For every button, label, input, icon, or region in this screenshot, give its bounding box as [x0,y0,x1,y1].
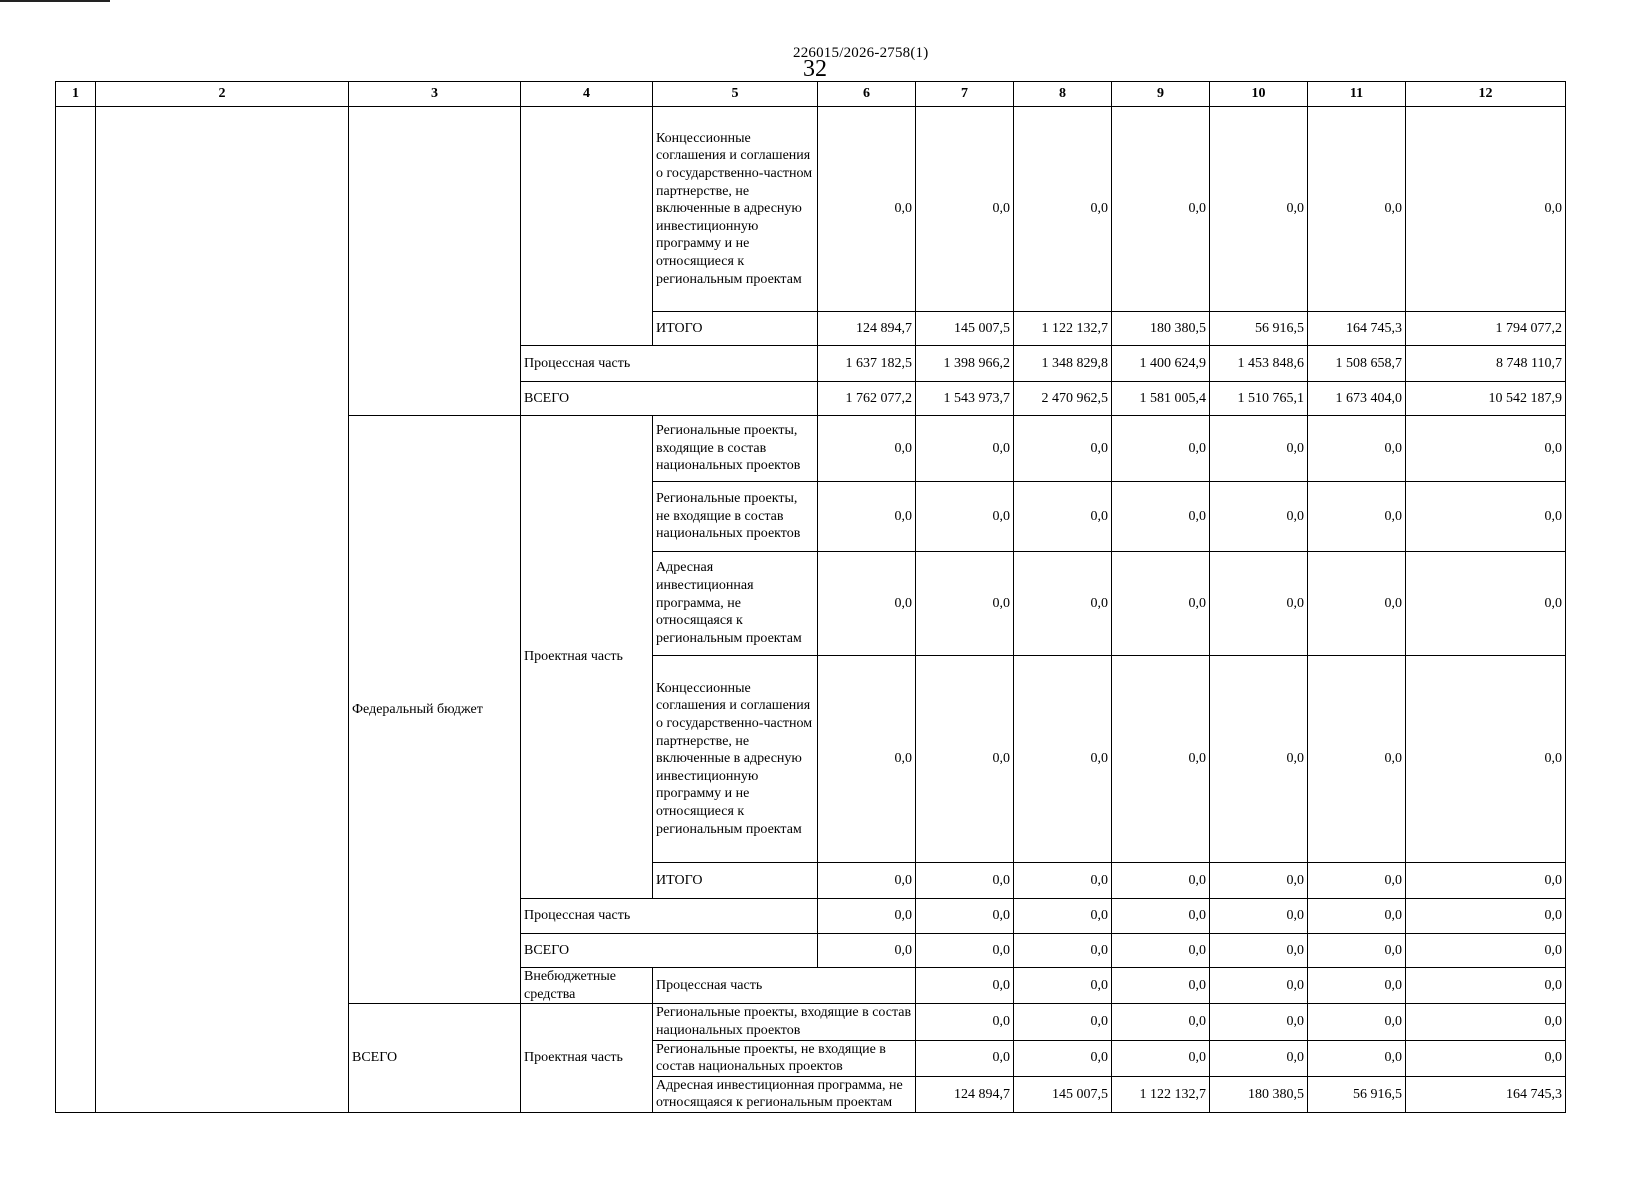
value-cell: 0,0 [916,934,1014,968]
value-cell: 0,0 [1014,107,1112,312]
value-cell: 0,0 [916,656,1014,863]
value-cell: 0,0 [818,656,916,863]
row-label-process: Процессная часть [653,968,916,1004]
scan-edge-line [0,0,110,2]
value-cell: 0,0 [916,1040,1014,1076]
row-label-reg-out: Региональные проекты, не входящие в состав национальных проектов [653,482,818,552]
value-cell: 0,0 [1014,863,1112,899]
row-label-reg-in: Региональные проекты, входящие в состав национальных проектов [653,416,818,482]
row-label-project-part: Проектная часть [521,416,653,899]
value-cell: 0,0 [1406,968,1566,1004]
value-cell: 0,0 [1210,482,1308,552]
budget-table [55,81,1566,1113]
value-cell: 0,0 [1014,934,1112,968]
value-cell: 0,0 [916,107,1014,312]
value-cell: 0,0 [1406,863,1566,899]
value-cell: 0,0 [1210,656,1308,863]
value-cell: 0,0 [1308,552,1406,656]
value-cell: 0,0 [1210,899,1308,934]
value-cell: 0,0 [1210,863,1308,899]
value-cell: 1 398 966,2 [916,346,1014,382]
value-cell: 0,0 [1210,416,1308,482]
value-cell: 0,0 [1406,107,1566,312]
value-cell: 0,0 [916,1004,1014,1040]
row-label-process: Процессная часть [521,346,818,382]
value-cell: 0,0 [1210,934,1308,968]
value-cell: 0,0 [1210,1040,1308,1076]
value-cell: 1 543 973,7 [916,382,1014,416]
value-cell: 0,0 [1112,1040,1210,1076]
value-cell: 0,0 [1112,863,1210,899]
value-cell: 124 894,7 [818,312,916,346]
row-label-itogo: ИТОГО [653,863,818,899]
value-cell: 2 470 962,5 [1014,382,1112,416]
value-cell: 1 348 829,8 [1014,346,1112,382]
column-number-7: 7 [916,82,1014,107]
col2-empty-cell [96,107,349,1113]
value-cell: 56 916,5 [1210,312,1308,346]
value-cell: 10 542 187,9 [1406,382,1566,416]
value-cell: 0,0 [1112,107,1210,312]
value-cell: 0,0 [1014,1004,1112,1040]
col4-empty-cell [521,107,653,346]
value-cell: 0,0 [1308,934,1406,968]
value-cell: 0,0 [818,482,916,552]
value-cell: 180 380,5 [1210,1076,1308,1112]
value-cell: 164 745,3 [1308,312,1406,346]
document-id: 226015/2026-2758(1) [793,45,929,61]
row-label-reg-in-wide: Региональные проекты, входящие в состав национальных проектов [653,1004,916,1040]
value-cell: 0,0 [1112,899,1210,934]
value-cell: 1 122 132,7 [1112,1076,1210,1112]
value-cell: 145 007,5 [1014,1076,1112,1112]
row-label-project-main: Проектная часть [521,1004,653,1113]
column-number-10: 10 [1210,82,1308,107]
value-cell: 145 007,5 [916,312,1014,346]
value-cell: 0,0 [1308,416,1406,482]
value-cell: 1 581 005,4 [1112,382,1210,416]
value-cell: 0,0 [818,863,916,899]
column-number-12: 12 [1406,82,1566,107]
value-cell: 0,0 [1308,863,1406,899]
value-cell: 1 637 182,5 [818,346,916,382]
value-cell: 124 894,7 [916,1076,1014,1112]
page-number: 32 [803,56,827,82]
row-label-aip: Адресная инвестиционная программа, не относящаяся к региональным проектам [653,552,818,656]
column-number-6: 6 [818,82,916,107]
value-cell: 0,0 [1406,552,1566,656]
value-cell: 8 748 110,7 [1406,346,1566,382]
value-cell: 0,0 [818,416,916,482]
value-cell: 0,0 [1112,416,1210,482]
row-label-concession: Концессионные соглашения и соглашения о государственно-частном партнерстве, не включенные в адресную инвестиционную программу и не относящиеся к региональным проектам [653,656,818,863]
value-cell: 1 794 077,2 [1406,312,1566,346]
value-cell: 0,0 [818,552,916,656]
value-cell: 0,0 [1014,482,1112,552]
value-cell: 0,0 [1210,968,1308,1004]
row-label-vsego-main: ВСЕГО [349,1004,521,1113]
value-cell: 0,0 [916,863,1014,899]
column-number-9: 9 [1112,82,1210,107]
value-cell: 1 673 404,0 [1308,382,1406,416]
value-cell: 0,0 [1308,482,1406,552]
value-cell: 0,0 [1406,1040,1566,1076]
value-cell: 0,0 [1406,1004,1566,1040]
column-number-11: 11 [1308,82,1406,107]
value-cell: 0,0 [1406,416,1566,482]
value-cell: 0,0 [1112,552,1210,656]
value-cell: 0,0 [1112,934,1210,968]
column-number-2: 2 [96,82,349,107]
column-number-3: 3 [349,82,521,107]
column-number-row [56,82,1566,107]
table-row [56,107,1566,312]
value-cell: 0,0 [1014,899,1112,934]
value-cell: 0,0 [916,482,1014,552]
row-label-vsego: ВСЕГО [521,934,818,968]
row-label-federal-budget: Федеральный бюджет [349,416,521,1004]
value-cell: 0,0 [916,552,1014,656]
column-number-8: 8 [1014,82,1112,107]
value-cell: 0,0 [1406,482,1566,552]
value-cell: 0,0 [1406,899,1566,934]
column-number-4: 4 [521,82,653,107]
row-label-offbudget: Внебюджетные средства [521,968,653,1004]
row-label-process: Процессная часть [521,899,818,934]
value-cell: 0,0 [1308,656,1406,863]
value-cell: 0,0 [1112,968,1210,1004]
value-cell: 0,0 [818,934,916,968]
value-cell: 0,0 [1112,1004,1210,1040]
value-cell: 1 453 848,6 [1210,346,1308,382]
value-cell: 0,0 [1406,656,1566,863]
value-cell: 0,0 [1308,968,1406,1004]
value-cell: 0,0 [1014,1040,1112,1076]
value-cell: 0,0 [1112,482,1210,552]
value-cell: 0,0 [818,899,916,934]
value-cell: 1 400 624,9 [1112,346,1210,382]
value-cell: 1 762 077,2 [818,382,916,416]
row-label-concession: Концессионные соглашения и соглашения о государственно-частном партнерстве, не включенные в адресную инвестиционную программу и не относящиеся к региональным проектам [653,107,818,312]
value-cell: 0,0 [916,899,1014,934]
row-label-vsego: ВСЕГО [521,382,818,416]
value-cell: 164 745,3 [1406,1076,1566,1112]
value-cell: 0,0 [1308,1040,1406,1076]
column-number-5: 5 [653,82,818,107]
value-cell: 0,0 [1112,656,1210,863]
value-cell: 1 122 132,7 [1014,312,1112,346]
value-cell: 0,0 [818,107,916,312]
value-cell: 0,0 [1014,968,1112,1004]
column-number-1: 1 [56,82,96,107]
row-label-reg-out-wide: Региональные проекты, не входящие в состав национальных проектов [653,1040,916,1076]
value-cell: 0,0 [916,416,1014,482]
value-cell: 0,0 [1210,107,1308,312]
value-cell: 0,0 [1308,899,1406,934]
value-cell: 1 510 765,1 [1210,382,1308,416]
col1-empty-cell [56,107,96,1113]
value-cell: 0,0 [1210,1004,1308,1040]
value-cell: 0,0 [916,968,1014,1004]
col3-empty-cell [349,107,521,416]
value-cell: 0,0 [1210,552,1308,656]
row-label-itogo: ИТОГО [653,312,818,346]
value-cell: 0,0 [1308,1004,1406,1040]
value-cell: 1 508 658,7 [1308,346,1406,382]
value-cell: 56 916,5 [1308,1076,1406,1112]
value-cell: 0,0 [1014,656,1112,863]
value-cell: 0,0 [1014,552,1112,656]
value-cell: 0,0 [1308,107,1406,312]
value-cell: 0,0 [1014,416,1112,482]
value-cell: 0,0 [1406,934,1566,968]
value-cell: 180 380,5 [1112,312,1210,346]
row-label-aip-wide: Адресная инвестиционная программа, не относящаяся к региональным проектам [653,1076,916,1112]
